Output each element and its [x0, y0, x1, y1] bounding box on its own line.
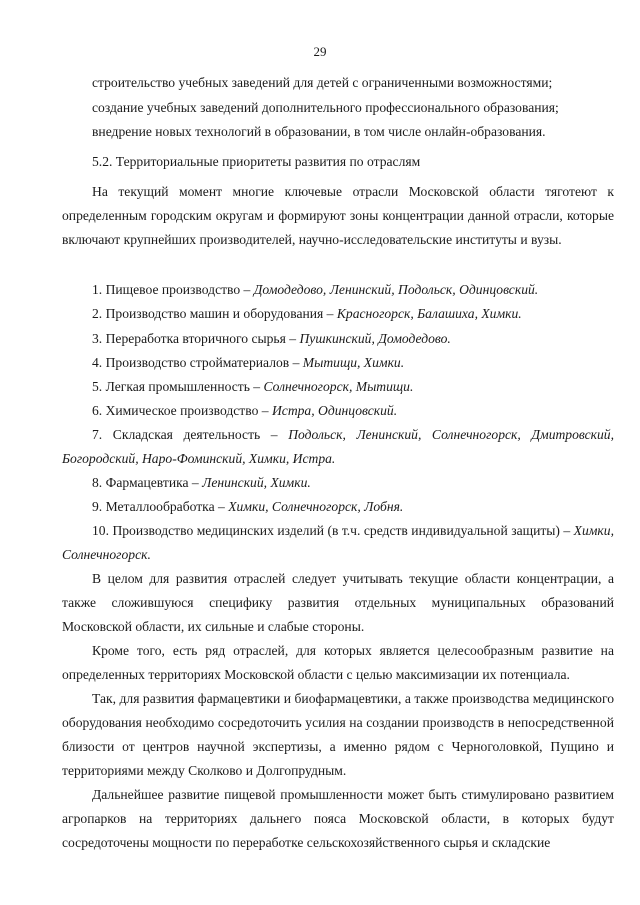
industry-item-3: [62, 327, 614, 351]
bullet-line-professional-education: создание учебных заведений дополнительного профессионального образования;: [92, 100, 559, 115]
industry-label: 2. Производство машин и оборудования –: [92, 306, 337, 321]
industry-places: Солнечногорск, Мытищи.: [263, 379, 414, 394]
bullet-line-online-education: внедрение новых технологий в образовании, в том числе онлайн-образования.: [92, 124, 546, 139]
industry-label: 9. Металлообработка –: [92, 499, 229, 514]
industry-label: 8. Фармацевтика –: [92, 475, 203, 490]
industry-item-4: [62, 351, 614, 375]
section-heading: 5.2. Территориальные приоритеты развития по отраслям: [92, 154, 421, 169]
industry-label: 5. Легкая промышленность –: [92, 379, 264, 394]
industry-label: 1. Пищевое производство –: [92, 282, 254, 297]
industry-label: 7. Складская деятельность –: [92, 427, 289, 442]
industry-places: Домодедово, Ленинский, Подольск, Одинцовский.: [253, 282, 539, 297]
industry-places: Мытищи, Химки.: [302, 355, 405, 370]
industry-places: Химки, Солнечногорск.: [62, 523, 614, 562]
industry-label: 3. Переработка вторичного сырья –: [92, 331, 300, 346]
industry-item-1: [62, 278, 614, 302]
industry-label: 4. Производство стройматериалов –: [92, 355, 303, 370]
paragraph-concentration-areas: В целом для развития отраслей следует учитывать текущие области концентрации, а также сложившуюся специфику развития отдельных муниципальных образований Московской области, их сильные и слабые стороны.: [62, 571, 614, 634]
intro-paragraph: На текущий момент многие ключевые отрасли Московской области тяготеют к определенным городским округам и формируют зоны концентрации данной отрасли, которые включают крупнейших производителей, научно-исследовательские институты и вузы.: [62, 184, 614, 247]
page-number: 29: [313, 44, 327, 59]
industry-item-5: [62, 375, 614, 399]
bullet-line-special-education: строительство учебных заведений для детей с ограниченными возможностями;: [92, 75, 553, 90]
industry-item-8: [62, 471, 614, 495]
industry-item-2: [62, 302, 614, 326]
industry-label: 10. Производство медицинских изделий (в т.ч. средств индивидуальной защиты) –: [92, 523, 574, 538]
industry-label: 6. Химическое производство –: [92, 403, 272, 418]
industry-places: Ленинский, Химки.: [202, 475, 311, 490]
industry-places: Химки, Солнечногорск, Лобня.: [228, 499, 404, 514]
industry-places: Красногорск, Балашиха, Химки.: [336, 306, 522, 321]
industry-item-10: [62, 519, 614, 567]
industry-item-7: [62, 423, 614, 471]
industry-places: Подольск, Ленинский, Солнечногорск, Дмитровский, Богородский, Наро-Фоминский, Химки, Истра.: [62, 427, 615, 466]
paragraph-food-industry: Дальнейшее развитие пищевой промышленности может быть стимулировано развитием агропарков на территориях дальнего пояса Московской области, в которых будут сосредоточены мощности по переработке сельскохозяйственного сырья и складские: [62, 787, 614, 850]
industry-places: Истра, Одинцовский.: [271, 403, 398, 418]
industry-item-9: [62, 495, 614, 519]
industry-places: Пушкинский, Домодедово.: [299, 331, 451, 346]
paragraph-targeted-development: Кроме того, есть ряд отраслей, для которых является целесообразным развитие на определенных территориях Московской области с целью максимизации их потенциала.: [62, 643, 614, 682]
industry-item-6: [62, 399, 614, 423]
paragraph-pharmaceutics: Так, для развития фармацевтики и биофармацевтики, а также производства медицинского оборудования необходимо сосредоточить усилия на создании производств в непосредственной близости от центров научной экспертизы, а именно рядом с Черноголовкой, Пущино и территориями между Сколково и Долгопрудным.: [62, 691, 614, 778]
